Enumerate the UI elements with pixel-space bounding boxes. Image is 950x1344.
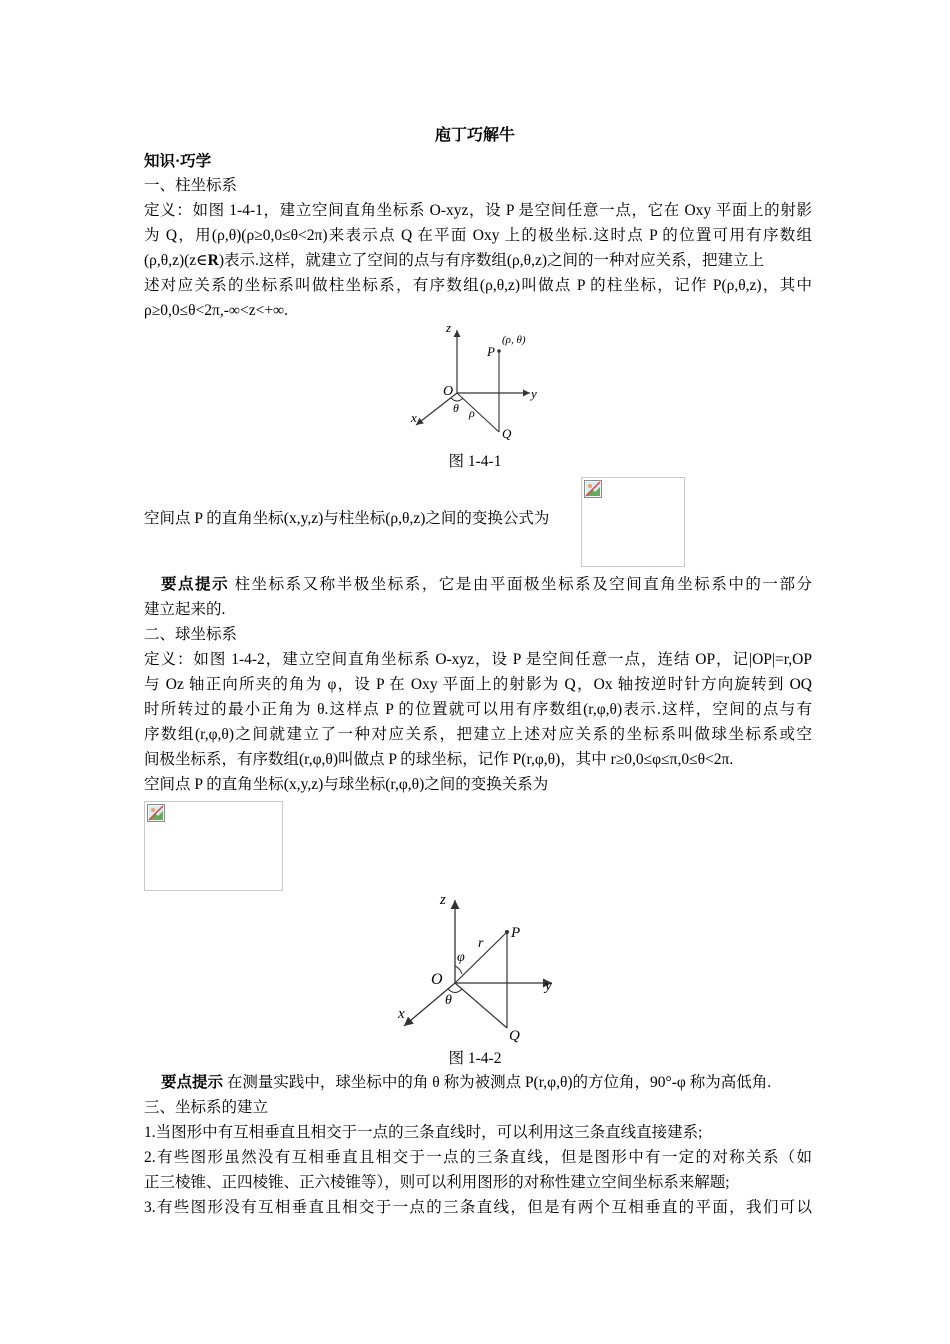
broken-image-icon: [147, 804, 165, 822]
figure-1-4-1-caption: 图 1-4-1: [448, 453, 502, 470]
label-o: O: [431, 971, 443, 988]
part1-conversion-text: 空间点 P 的直角坐标(x,y,z)与柱坐标(ρ,θ,z)之间的变换公式为: [144, 510, 550, 527]
part2-def-line-1: 定义：如图 1-4-2，建立空间直角坐标系 O-xyz，设 P 是空间任意一点，连结 OP，记|OP|=r,OP: [144, 651, 812, 668]
part2-tip-line: 要点提示 在测量实践中，球坐标中的角 θ 称为被测点 P(r,φ,θ)的方位角，90°-φ 称为高低角.: [161, 1074, 772, 1091]
label-x: x: [398, 1006, 405, 1022]
formula-image-placeholder: [581, 477, 685, 567]
label-x: x: [411, 410, 417, 425]
figure-1-4-1: [400, 318, 550, 446]
broken-image-icon: [584, 480, 602, 498]
part1-tip-line-1: 要点提示 柱坐标系又称半极坐标系，它是由平面极坐标系及空间直角坐标系中的一部分: [161, 576, 812, 593]
part1-tip-label: 要点提示: [161, 576, 230, 593]
page-title: 庖丁巧解牛: [434, 127, 515, 144]
figure-1-4-2-caption: 图 1-4-2: [448, 1050, 502, 1067]
label-o: O: [443, 384, 454, 399]
label-y: y: [531, 386, 537, 401]
point-p: [505, 930, 509, 934]
label-z: z: [446, 320, 452, 335]
part3-line-3: 正三棱锥、正四棱锥、正六棱锥等），则可以利用图形的对称性建立空间坐标系来解题;: [144, 1174, 730, 1191]
label-y: y: [545, 978, 552, 994]
label-theta: θ: [445, 993, 452, 1008]
label-rho: ρ: [469, 406, 475, 420]
formula-image-placeholder-2: [144, 801, 283, 891]
part3-heading: 三、坐标系的建立: [144, 1099, 269, 1116]
theta-arc: [448, 989, 462, 993]
part2-def-line-4: 序数组(r,φ,θ)之间就建立了一种对应关系，把建立上述对应关系的坐标系叫做球坐标系或空: [144, 726, 812, 743]
phi-arc: [455, 966, 462, 974]
part1-def-line-3: (ρ,θ,z)(z∈R)表示.这样，就建立了空间的点与有序数组(ρ,θ,z)之间的一种对应关系，把建立上: [144, 252, 764, 269]
part1-def-line-4: 述对应关系的坐标系叫做柱坐标系，有序数组(ρ,θ,z)叫做点 P 的柱坐标，记作 P(ρ,θ,z)，其中: [144, 277, 812, 294]
part2-tip-label: 要点提示: [161, 1074, 224, 1091]
part1-def-line-1: 定义：如图 1-4-1，建立空间直角坐标系 O-xyz，设 P 是空间任意一点，它在 Oxy 平面上的射影: [144, 202, 812, 219]
part2-heading: 二、球坐标系: [144, 626, 238, 643]
oq-segment: [455, 983, 507, 1028]
part3-line-2: 2.有些图形虽然没有互相垂直且相交于一点的三条直线，但是图形中有一定的对称关系（如: [144, 1149, 812, 1166]
label-r: r: [478, 936, 484, 951]
part2-def-line-5: 间极坐标系，有序数组(r,φ,θ)叫做点 P 的球坐标，记作 P(r,φ,θ)，其中 r≥0,0≤φ≤π,0≤θ<2π.: [144, 751, 734, 768]
part1-def-line-5: ρ≥0,0≤θ<2π,-∞<z<+∞.: [144, 302, 288, 319]
label-q: Q: [502, 426, 512, 441]
part2-def-line-6: 空间点 P 的直角坐标(x,y,z)与球坐标(r,φ,θ)之间的变换关系为: [144, 776, 549, 793]
label-z: z: [440, 892, 446, 908]
label-p: P: [487, 344, 495, 359]
rho-segment: [457, 393, 499, 432]
part3-line-1: 1.当图形中有互相垂直且相交于一点的三条直线时，可以利用这三条直线直接建系;: [144, 1124, 703, 1141]
part2-def-line-3: 时所转过的最小正角为 θ.这样点 P 的位置就可以用有序数组(r,φ,θ)表示.这样，空间的点与有: [144, 701, 812, 718]
label-theta: θ: [453, 401, 459, 415]
part3-line-4: 3.有些图形没有互相垂直且相交于一点的三条直线，但是有两个互相垂直的平面，我们可以: [144, 1199, 812, 1216]
label-coord: (ρ, θ): [502, 334, 526, 346]
figure-1-4-2: [390, 890, 560, 1046]
label-p: P: [511, 925, 521, 941]
part1-heading: 一、柱坐标系: [144, 177, 238, 194]
label-phi: φ: [457, 950, 465, 965]
part2-def-line-2: 与 Oz 轴正向所夹的角为 φ，设 P 在 Oxy 平面上的射影为 Q，Ox 轴按逆时针方向旋转到 OQ: [144, 676, 812, 693]
point-p: [497, 349, 501, 353]
part1-def-line-2: 为 Q，用(ρ,θ)(ρ≥0,0≤θ<2π)来表示点 Q 在平面 Oxy 上的极坐标.这时点 P 的位置可用有序数组: [144, 227, 812, 244]
part1-tip-line-2: 建立起来的.: [144, 601, 226, 618]
label-q: Q: [509, 1028, 520, 1044]
section-heading: 知识·巧学: [144, 153, 212, 170]
